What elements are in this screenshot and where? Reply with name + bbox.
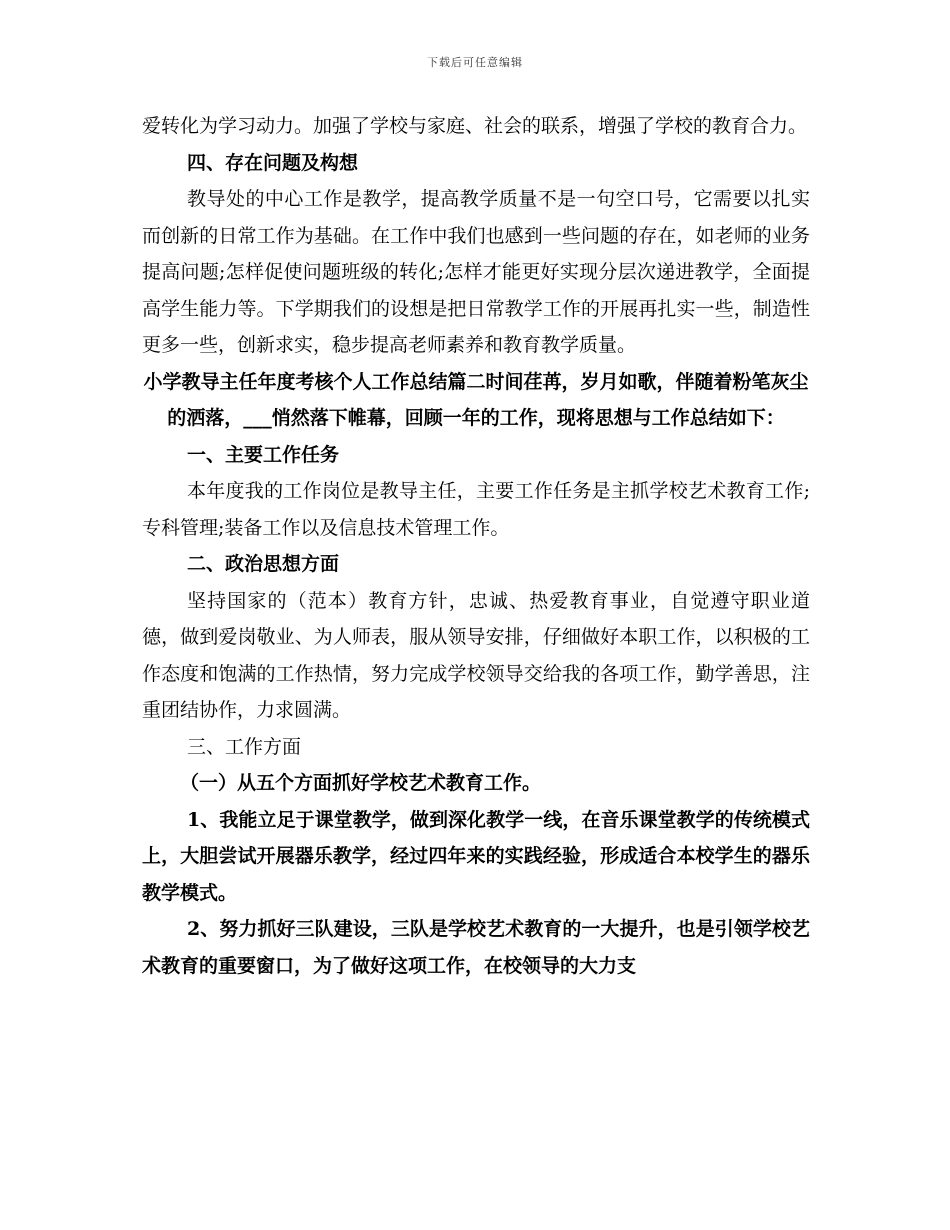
section-heading-political: 二、政治思想方面 (187, 553, 340, 575)
section-heading-main-tasks: 一、主要工作任务 (187, 443, 340, 466)
document-body (142, 108, 810, 984)
paragraph-continuation: 爱转化为学习动力。加强了学校与家庭、社会的联系，增强了学校的教育合力。 (142, 115, 808, 137)
paragraph-item-2: 2、努力抓好三队建设，三队是学校艺术教育的一大提升，也是引领学校艺术教育的重要窗口，为了做好这项工作，在校领导的大力支 (142, 918, 810, 977)
paragraph-item-1: 1、我能立足于课堂教学，做到深化教学一线，在音乐课堂教学的传统模式上，大胆尝试开展器乐教学，经过四年来的实践经验，形成适合本校学生的器乐教学模式。 (142, 808, 810, 904)
paragraph-political: 坚持国家的（范本）教育方针，忠诚、热爱教育事业，自觉遵守职业道德，做到爱岗敬业、为人师表，服从领导安排，仔细做好本职工作，以积极的工作态度和饱满的工作热情，努力完成学校领导交给我的各项工作，勤学善思，注重团结协作，力求圆满。 (142, 589, 810, 721)
paragraph-problems: 教导处的中心工作是教学，提高教学质量不是一句空口号，它需要以扎实而创新的日常工作为基础。在工作中我们也感到一些问题的存在，如老师的业务提高问题;怎样促使问题班级的转化;怎样才能更好实现分层次递进教学，全面提高学生能力等。下学期我们的设想是把日常教学工作的开展再扎实一些，制造性更多一些，创新求实，稳步提高老师素养和教育教学质量。 (142, 188, 810, 356)
article-title: 小学教导主任年度考核个人工作总结篇二时间荏苒，岁月如歌，伴随着粉笔灰尘的洒落，___悄然落下帷幕，回顾一年的工作，现将思想与工作总结如下： (143, 370, 809, 429)
page-header: 下载后可任意编辑 (427, 56, 523, 69)
section-heading-work: 三、工作方面 (187, 735, 302, 758)
subsection-heading-arts: （一）从五个方面抓好学校艺术教育工作。 (180, 772, 542, 794)
section-heading-problems: 四、存在问题及构想 (187, 151, 359, 174)
paragraph-main-tasks: 本年度我的工作岗位是教导主任，主要工作任务是主抓学校艺术教育工作;专科管理;装备工作以及信息技术管理工作。 (142, 480, 810, 539)
